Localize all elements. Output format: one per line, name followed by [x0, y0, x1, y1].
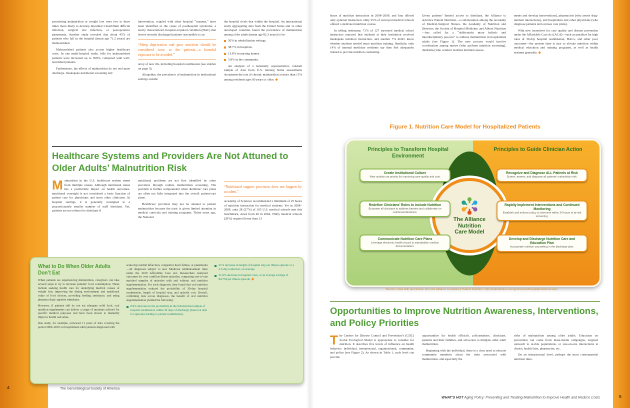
bullet-icon — [224, 46, 226, 48]
list-item: 21% decrease in length of hospital stay per illness episode or a 2.3-day reduction, on average. — [215, 264, 296, 272]
drop-cap: T — [330, 332, 338, 348]
right-top-text-block — [330, 14, 600, 57]
left-mid-col2 — [138, 179, 216, 223]
footer-left: The Gerontological Society of America — [60, 387, 120, 391]
list-item: 38.7% in hospitals. — [224, 45, 302, 49]
list-item: 13.8% in nursing homes. — [224, 52, 302, 56]
figure-source-note: Source: Used with permission from the Alliance to Advance Patient Nutrition. http://malnutrition.com/getinvolved/hospitalnutritionmodel — [385, 288, 558, 291]
end-of-article-diamond-icon: ◆ — [251, 277, 255, 282]
paragraph: ments and develop interventions), pharmacists (who assess drug-nutrient interactions), and hospitalists and other physicians (who diagnose patients and oversee care plans). — [514, 14, 598, 27]
figure-title: Figure 1. Nutrition Care Model for Hospitalized Patients — [389, 124, 541, 130]
paragraph: An analysis of a nationally representative, random sample of data from U.S. nursing home assessments documents the rate of chronic malnutrition at more than 15% among residents ages 60 years or older. ◆ — [224, 64, 302, 82]
center-label-line: The Alliance — [453, 216, 486, 223]
figure-box-recognize-diagnose: Recognize and Diagnose ALL Patients at Risk Screen, assess, and diagnose all patients’ malnutrition risk. — [497, 169, 588, 182]
figure-box-redefine-roles: Redefine Clinicians’ Roles to Include Nutrition Empower all clinicians to address barriers and collaborate on nutritional decisions. — [360, 201, 451, 218]
end-of-article-diamond-icon: ◆ — [538, 50, 541, 55]
center-label-line: Care Model — [454, 229, 485, 236]
figure-box-develop-discharge: Develop and Discharge Nutrition Care and Education Plan Incorporate nutrition counseling in the discharge plan. — [497, 235, 588, 252]
left-mid-col1 — [52, 179, 130, 223]
paragraph: preexisting malnutrition or weight loss were two to three times more likely to develop intestinal Clostridium difficile infection, surgical site infection, or postoperative pneumonia. Another study revealed that about 45% of patients who fall in the hospital (mean age 71.2 years) are malnourished. — [52, 20, 130, 45]
page-gutter-shadow — [306, 0, 314, 408]
paragraph: Altogether, the prevalence of malnutrition in institutional settings outside — [138, 73, 216, 81]
right-top-col3 — [514, 14, 598, 57]
section-heading-opportunities: Opportunities to Improve Nutrition Awareness, Interventions, and Policy Priorities — [330, 305, 599, 328]
paragraph: array of new ills, including hospital readmission (see sidebar on page 3). — [138, 62, 216, 71]
list-item: 6.9% decrease in the probability in the full-matched sample of hospital readmission within 30 days of discharge (based on data for episodes leading to patient readmission). — [126, 305, 207, 317]
alliance-starburst-icon — [458, 196, 481, 217]
section-divider-rule — [330, 301, 600, 302]
sidebar-col2 — [126, 264, 207, 332]
paragraph: acute myocardial infarction, congestive heart failure, or pneumonia—all diagnoses subject to new Medicare reimbursement rules under the 2010 Affordable Care Act. Researchers analyzed outcomes for over a million illness episodes, comparing one-to-one matched samples of episodes with and without oral nutrition supplementation. For each diagnosis, they found that oral nutrition supplementation reduced the probability of 30-day hospital readmission, length of hospital stay, and episode cost. Overall, combining data across diagnoses, the benefit of oral nutrition supplementation yielded the following: — [126, 264, 208, 303]
left-top-col1 — [52, 20, 130, 84]
paragraph: nutritional problems are not first identified by other providers through routine malnutrition screening. The problem is further compounded when dietitians’ care plans are often not fully integrated into the overall patient-care plans. — [138, 179, 216, 200]
bullet-icon — [224, 40, 226, 42]
left-mid-text-block — [52, 179, 302, 223]
bullet-icon — [224, 59, 226, 61]
page-number-right: 5 — [619, 394, 622, 399]
list-item: 50% in rehabilitation settings. — [224, 39, 302, 43]
figure-box-rapidly-implement: Rapidly Implement Interventions and Continued Monitoring Establish and enforce policy to intervene within 24 hours of at-risk screening. — [497, 201, 588, 222]
left-top-col3 — [224, 20, 302, 84]
section-heading-healthcare-systems: Healthcare Systems and Providers Are Not Attuned to Older Adults’ Malnutrition Risk — [52, 150, 289, 173]
paragraph: Given patients’ limited access to dietitians, the Alliance to Advance Patient Nutrition—a collaboration among the Academy of Medical-Surgical Nurses, the Academy of Nutrition and Dietetics, the Society of Hospital Medicine, and Abbott Nutrition—has called for a “deliberately more holistic and interdisciplinary process” to address malnutrition in hospitalized adults (see Figure 1). The new process would involve coordination among nurses (who perform nutrition screening), dietitians (who conduct detailed nutrition assess- — [422, 14, 506, 52]
paragraph: the hospital rivals that within the hospital. An international study aggregating data from the United States and 11 other developed countries found the prevalence of malnutrition among older adults (mean age 82.3 years) to be: — [224, 20, 302, 37]
figure-left-header: Principles to Transform Hospital Environment — [367, 146, 449, 159]
paragraph: With new incentives for care quality and disease prevention under the Affordable Care Act (ACA)—such as penalties for high rates of 30-day hospital readmission, HACs, and other poor outcomes—the present time is ripe to elevate nutrition within medical education and training programs, as well as health systems generally. ◆ — [514, 28, 598, 55]
paragraph: risks of malnutrition among older adults. Education on prevention can come from mass-media campaigns, targeted outreach to at-risk populations, or one-on-one interactions at clinics, health fairs, pharmacies, etc. — [514, 334, 598, 351]
paragraph: However, if patients still do not eat adequate solid food, oral nutrition supplements can deliver a range of nutrients tailored for specific medical purposes and have been shown to markedly improve health outcomes. — [38, 304, 120, 320]
bullet-icon — [224, 53, 226, 55]
paragraph: Malnutrition in the U.S. healthcare system stems from multiple causes. Although nutritional status has a predictable impact on health outcomes, nutritional oversight is not considered a basic function of patient care for physicians and most other clinicians. In hospital settings, it is generally consigned to a proportionately smaller number of staff dietitians. Yet, patients are not referred to dietitians if — [52, 177, 130, 213]
bullet-icon — [126, 306, 128, 308]
sidebar-title: What to Do When Older Adults Don’t Eat — [38, 264, 111, 276]
pull-quote-sleep-deprivation: “Sleep deprivation and poor nutrition should be considered toxic to the patients—a harmful exposure to be avoided.” — [138, 40, 216, 60]
paragraph: intervention, coupled with other hospital “traumas,” have been identified as the cause of posthospital syndrome, a newly characterized, hospital-acquired condition (HAC) that leaves recently discharged patients susceptible to an — [138, 20, 216, 37]
center-label-line: Nutrition — [458, 222, 481, 229]
paragraph: Healthcare providers may not be attuned to patient malnutrition because the topic is given limited attention in medical curricula and training programs. Thirty years ago, the National — [138, 202, 216, 219]
right-top-col2 — [422, 14, 506, 57]
pull-quote-nutritional-support: “Nutritional support provision does not happen by accident.” — [224, 182, 302, 198]
figure-box-communicate-plans: Communicate Nutrition Care Plans Leverage electronic health record to standardize nutrition documentation. — [360, 235, 451, 252]
paragraph: When patients are experiencing malnutrition, caregivers can take several steps to try to increase patients’ food consumption. These include seeking health care for underlying medical causes of weight loss, improving the dining environment and nutritional value of food choices, providing feeding assistance, and using pharmacologic appetite stimulants. — [38, 279, 120, 302]
section-divider-rule — [52, 146, 302, 147]
drop-cap: M — [52, 177, 63, 193]
right-bottom-col3 — [514, 334, 598, 364]
left-mid-col3 — [224, 179, 302, 223]
paragraph: Beginning with the individual, there is a clear need to educate community members about the risks associated with malnutrition, and especially the — [422, 348, 506, 361]
footer-publication-name: WHAT’S HOT — [441, 396, 464, 400]
left-top-text-block — [52, 20, 302, 84]
end-of-article-diamond-icon: ◆ — [275, 77, 278, 82]
sidebar-what-to-do-box — [30, 257, 304, 384]
list-item: 5.8% in the community. — [224, 58, 302, 62]
page-number-left: 4 — [7, 385, 10, 390]
right-bottom-col2 — [422, 334, 506, 364]
left-top-col2 — [138, 20, 216, 84]
paragraph: Academy of Sciences recommended a minimum of 25 hours of nutrition instruction for medical students. Yet in 2008–2009, only 28 (27%) of 105 U.S. medical schools met this benchmark, down from 40 in 2004. Thirty medical schools (29%) required fewer than 13 — [224, 199, 302, 221]
paragraph: Furthermore, the effects of malnutrition do not end upon discharge. Inadequate nutritional screening and — [52, 66, 130, 75]
paragraph: One study, for example, reviewed 11 years of data covering the period 2000–2010 on hospitalized adult patients diagnosed with — [38, 321, 120, 329]
footer-right — [330, 396, 600, 400]
right-top-col1 — [330, 14, 414, 57]
bullet-icon — [215, 275, 217, 277]
figure-right-header: Principles to Guide Clinician Action — [493, 146, 583, 153]
list-item: 21.6% decrease in hospital costs, or an average savings of $4,734 per illness episode. ◆ — [215, 274, 296, 282]
paragraph: In telling testimony, 71% of 127 surveyed medical school instructors reported that students at their institution received inadequate nutrition instruction, and another 7% didn’t know whether students needed more nutrition training. Similarly, only 14% of internal medicine residents say they feel adequately trained to provide nutrition counseling. — [330, 28, 414, 54]
paragraph: On an interpersonal level, perhaps the most consequential nutrition inter- — [514, 353, 598, 361]
right-bottom-text-block — [330, 334, 600, 364]
paragraph: hours of nutrition instruction in 2008–2009, and four offered only optional instruction. Only 25% of surveyed medical schools offered a dedicated nutrition course. — [330, 14, 414, 27]
paragraph: Malnourished patients also accrue higher healthcare costs. In one multi-hospital study, bills for malnourished patients were increased up to 309%, compared with well-nourished patients. — [52, 47, 130, 65]
figure-box-create-culture: Create Institutional Culture View nutrition as priority for improving care quality and cost. — [360, 169, 451, 182]
bullet-icon — [215, 265, 217, 267]
sidebar-col3 — [215, 264, 296, 332]
sidebar-col1 — [38, 264, 119, 332]
paragraph: opportunities for health officials, policymakers, clinicians, patients and their families, and advocates to mitigate older adult malnutrition. — [422, 334, 506, 347]
right-bottom-col1 — [330, 334, 414, 364]
right-page-edge-band — [613, 0, 630, 408]
paragraph: The Centers for Disease Control and Prevention’s (CDC) Social Ecological Model is appropriate to consider for nutrition. It describes five levels of influence on health behavior: individual, interpersonal, organizational, community, and policy (see Figure 2). As shown in Table 1, each level can provide — [330, 332, 414, 359]
figure-nutrition-care-model — [345, 139, 601, 287]
footer-issue-title: Aging Policy: Preventing and Treating Malnutrition to Improve Health and Reduce Costs — [463, 396, 600, 400]
